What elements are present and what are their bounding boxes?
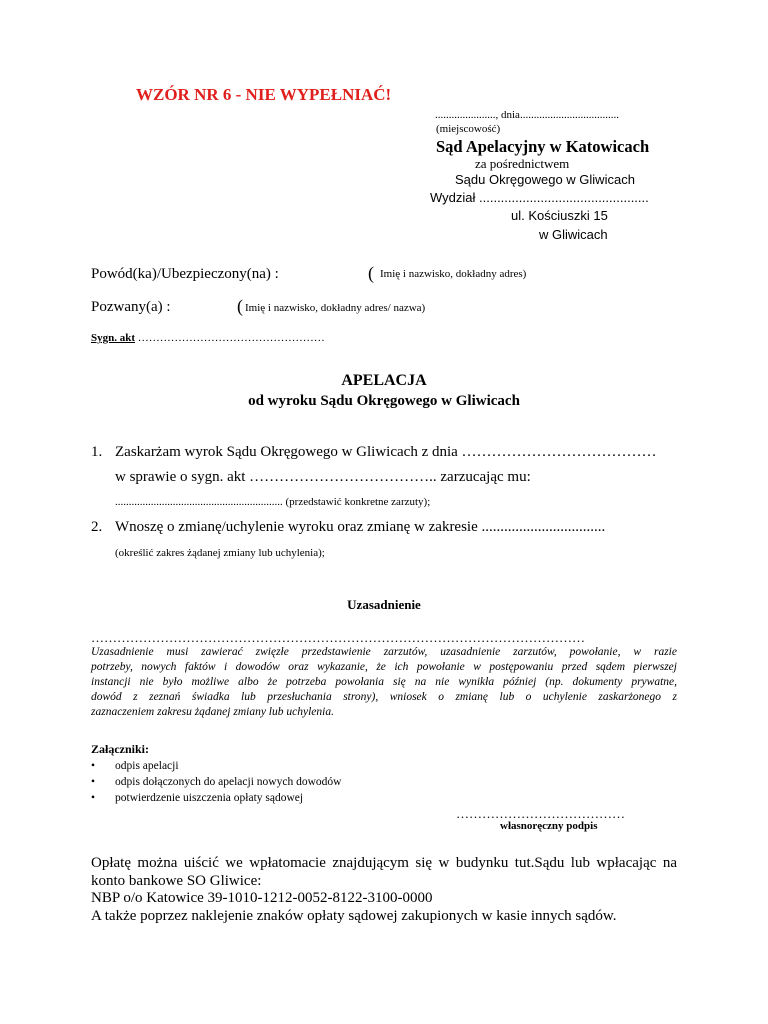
plaintiff-label: Powód(ka)/Ubezpieczony(na) : [91,266,279,282]
case-number-dots: …………………………………………… [137,332,325,344]
signature-label: własnoręczny podpis [500,820,598,832]
justification-line: Uzasadnienie musi zawierać zwięzłe przedstawienie zarzutów, uzasadnienie zarzutów, powołanie, w razie [91,646,677,658]
payment-info [91,855,677,925]
defendant-paren: ( [237,296,243,316]
place-caption: (miejscowość) [436,123,501,135]
case-number-label: Sygn. akt [91,332,136,344]
item-2-number: 2. [91,519,103,535]
justification-line: dowód z zeznań świadka lub przesłuchania strony), wniosek o zmianę lub o uchylenie zaskarżonego z [91,691,677,703]
court-division: Wydział ............................................... [430,190,649,205]
defendant-hint: Imię i nazwisko, dokładny adres/ nazwa) [245,302,426,314]
justification-instructions [91,645,677,720]
bullet-icon: • [91,776,96,788]
signature-dots: ………………………………… [456,806,625,821]
justification-dots: …………………………………………………………………………………………………… [91,630,585,645]
template-warning: WZÓR NR 6 - NIE WYPEŁNIAĆ! [136,85,392,104]
attachment-item: • odpis apelacji [91,760,179,772]
item-1-line-3: ............................................................. (przedstawić konkretne zarzuty); [115,496,431,508]
attachments-heading: Załączniki: [91,742,150,756]
bullet-icon: • [91,792,96,804]
court-name: Sąd Apelacyjny w Katowicach [436,137,650,156]
justification-line: instancji nie było możliwe albo że potrzeba powołania się na nie wynikła później (np. dokumenty prywatne, [91,676,677,688]
item-1-number: 1. [91,444,103,460]
defendant-label: Pozwany(a) : [91,299,171,315]
attachment-item: • odpis dołączonych do apelacji nowych dowodów [91,776,342,788]
item-2-line-2: (określić zakres żądanej zmiany lub uchylenia); [115,547,325,559]
case-number-line [91,332,325,344]
justification-line: zaznaczeniem zakresu żądanej zmiany lub uchylenia. [91,706,334,718]
item-1-line-2: w sprawie o sygn. akt ……………………………….. zarzucając mu: [115,469,531,485]
payment-line-1: Opłatę można uiścić we wpłatomacie znajdującym się w budynku tut.Sądu lub wpłacając na [91,855,677,871]
item-1-line-1: Zaskarżam wyrok Sądu Okręgowego w Gliwicach z dnia ………………………………… [115,444,657,460]
bank-account: NBP o/o Katowice 39-1010-1212-0052-8122-3100-0000 [91,890,433,906]
plaintiff-hint: Imię i nazwisko, dokładny adres) [380,268,527,280]
document-subtitle: od wyroku Sądu Okręgowego w Gliwicach [248,393,520,409]
court-regional: Sądu Okręgowego w Gliwicach [455,172,635,187]
bullet-icon: • [91,760,96,772]
plaintiff-paren: ( [368,263,374,283]
court-via: za pośrednictwem [475,156,570,171]
court-street: ul. Kościuszki 15 [511,208,608,223]
justification-heading: Uzasadnienie [347,597,421,612]
document-title: APELACJA [341,372,427,389]
payment-line-4: A także poprzez naklejenie znaków opłaty sądowej zakupionych w kasie innych sądów. [91,907,617,924]
payment-line-2: konto bankowe SO Gliwice: [91,872,262,889]
court-city: w Gliwicach [539,227,608,242]
item-2-line-1: Wnoszę o zmianę/uchylenie wyroku oraz zmianę w zakresie ................................. [115,519,606,535]
place-date-line: ......................, dnia.................................... [435,109,619,121]
attachment-item: • potwierdzenie uiszczenia opłaty sądowej [91,792,304,804]
attachments-list [91,758,341,806]
justification-line: potrzeby, nowych faktów i dowodów oraz wykazanie, że ich powołanie w postępowaniu przed sądem pierwszej [91,661,677,673]
